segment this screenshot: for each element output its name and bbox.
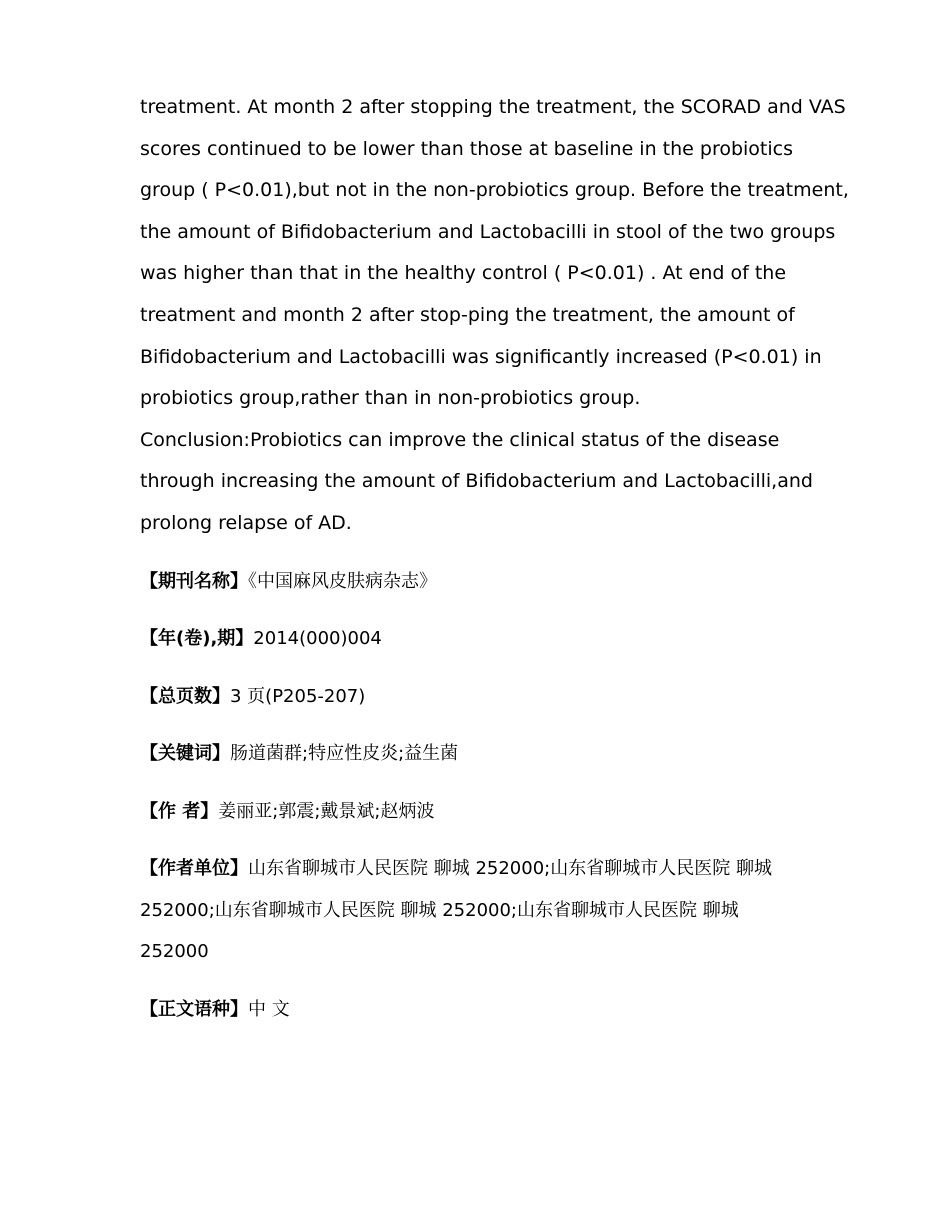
issue-label: 【年(卷),期】	[140, 628, 254, 650]
journal-name-row	[140, 561, 820, 603]
article-metadata	[140, 561, 820, 1031]
page-count-row	[140, 676, 820, 718]
authors-value: 姜丽亚;郭震;戴景斌;赵炳波	[218, 800, 435, 822]
language-value: 中 文	[248, 998, 290, 1020]
abstract-conclusion-line: prolong relapse of AD.	[140, 511, 352, 534]
document-page	[140, 87, 849, 1030]
language-row	[140, 989, 820, 1031]
keywords-value: 肠道菌群;特应性皮炎;益生菌	[230, 743, 459, 765]
authors-row	[140, 791, 820, 833]
abstract-line: was higher than that in the healthy control ( P<0.01) . At end of the	[140, 262, 787, 285]
affiliation-label: 【作者单位】	[140, 858, 248, 880]
affiliation-row	[140, 848, 820, 973]
page-count-value: 3 页(P205-207)	[230, 685, 366, 707]
abstract-text	[140, 87, 849, 545]
affiliation-value-line2: 252000;山东省聊城市人民医院 聊城 252000;山东省聊城市人民医院 聊城	[140, 899, 739, 921]
abstract-line: Bifidobacterium and Lactobacilli was significantly increased (P<0.01) in	[140, 345, 822, 368]
journal-name-label: 【期刊名称】	[140, 570, 248, 592]
affiliation-value-line3: 252000	[140, 941, 209, 963]
journal-name-value: 《中国麻风皮肤病杂志》	[248, 570, 437, 592]
issue-value: 2014(000)004	[253, 628, 382, 650]
abstract-line: probiotics group,rather than in non-probiotics group.	[140, 387, 641, 410]
abstract-line: treatment and month 2 after stop-ping the treatment, the amount of	[140, 303, 795, 326]
keywords-label: 【关键词】	[140, 743, 230, 765]
authors-label: 【作 者】	[140, 800, 219, 822]
abstract-line: scores continued to be lower than those at baseline in the probiotics	[140, 137, 794, 160]
abstract-line: group ( P<0.01),but not in the non-probiotics group. Before the treatment,	[140, 179, 849, 202]
page-count-label: 【总页数】	[140, 685, 230, 707]
abstract-line: treatment. At month 2 after stopping the treatment, the SCORAD and VAS	[140, 96, 846, 118]
abstract-line: the amount of Bifidobacterium and Lactobacilli in stool of the two groups	[140, 220, 836, 243]
abstract-conclusion-line: through increasing the amount of Bifidobacterium and Lactobacilli,and	[140, 470, 813, 493]
issue-row	[140, 618, 820, 660]
affiliation-value-line1: 山东省聊城市人民医院 聊城 252000;山东省聊城市人民医院 聊城	[248, 858, 772, 880]
abstract-conclusion-line: Conclusion:Probiotics can improve the clinical status of the disease	[140, 428, 780, 451]
language-label: 【正文语种】	[140, 998, 248, 1020]
keywords-row	[140, 733, 820, 775]
